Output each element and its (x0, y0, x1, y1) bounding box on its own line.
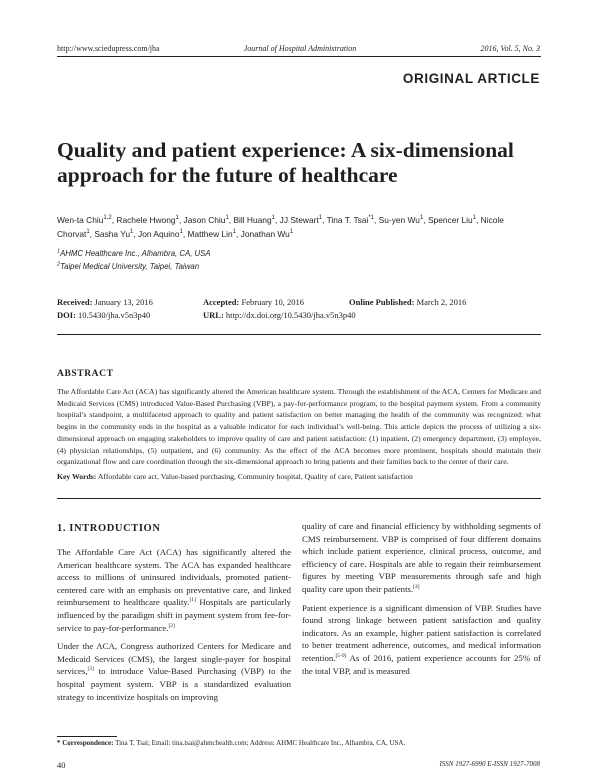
affiliation-1: $^1$AHMC Healthcare Inc., Alhambra, CA, USA (57, 248, 211, 258)
right-column (302, 520, 541, 683)
author: Nicole Chorvat$^1$ (57, 215, 504, 239)
journal-url[interactable]: http://www.sciedupress.com/jha (57, 44, 160, 53)
author: Jonathan Wu$^1$ (240, 229, 294, 239)
author: JJ Stewart$^1$ (279, 215, 323, 225)
article-title: Quality and patient experience: A six-dimensional approach for the future of healthcare (57, 138, 514, 187)
article-url[interactable]: URL: http://dx.doi.org/10.5430/jha.v5n3p40 (203, 310, 356, 320)
intro-paragraph-4: Patient experience is a significant dimension of VBP. Studies have found strong linkage between patient satisfaction and quality indicators. As an example, higher patient satisfaction is correlated to better treatment adherence, outcomes, and medical information retention.[5-9] As of 2016, patient experience accounts for 25% of the total VBP, and is measured (302, 602, 541, 676)
author: Spencer Liu$^1$ (427, 215, 476, 225)
footnote-rule (57, 736, 117, 737)
intro-paragraph-1: The Affordable Care Act (ACA) has significantly altered the American healthcare system. The ACA has expanded healthcare access to millions of uninsured individuals, promoted patient-centered care with an emphasis on preventative care, and linked reimbursement to healthcare quality.[1] Hospitals are particularly influenced by the paradigm shift in payment system from fee-for-service to pay-for-performance.[2] (57, 547, 291, 633)
published-date: Online Published: March 2, 2016 (349, 297, 467, 307)
issn: ISSN 1927-6990 E-ISSN 1927-7008 (439, 760, 540, 768)
author: Rachele Hwong$^1$ (116, 215, 179, 225)
author: Matthew Lin$^1$ (187, 229, 236, 239)
correspondence-footnote: * Correspondence: Tina T. Tsai; Email: tina.tsai@ahmchealth.com; Address: AHMC Healthcare Inc., Alhambra, CA, USA. (57, 739, 406, 747)
keywords-rule (57, 498, 541, 499)
abstract-text: The Affordable Care Act (ACA) has significantly altered the American healthcare system. Through the establishment of the ACA, Centers for Medicare and Medicaid Services (CMS) introduced Value-Based Purchasing (VBP), a pay-for-performance program, to the hospital payment system. From a community hospital’s standpoint, a multifaceted approach to quality and patient satisfaction on better managing the health of the community was recognized: what begins in the community ends in the hospital as a valuable indicator for each individual’s well-being. This article depicts the process of utilizing a six-dimensional approach on engaging stakeholders to improve quality of care and patient satisfaction: (1) inpatient, (2) emergency department, (3) employee, (4) physician relationships, (5) outpatient, and (6) community. As the effect of the ACA becomes more prominent, hospitals should maintain their organizational flow and care coordination through the six-dimensional approach to bring patients and their families back to the center of their care. (57, 387, 541, 467)
author: Tina T. Tsai$^{*1}$ (326, 215, 375, 225)
journal-name: Journal of Hospital Administration (243, 44, 357, 53)
intro-paragraph-3: quality of care and financial efficiency by withholding segments of CMS reimbursement. VBP is comprised of four different domains which include patient experience, clinical process, outcome, and efficiency of care. Hospitals are able to regain their reimbursement figures by meeting VBP measurements through safe and high quality care upon their patients.[4] (302, 521, 541, 594)
author: Jason Chiu$^1$ (183, 215, 229, 225)
author: Sasha Yu$^1$ (94, 229, 134, 239)
left-column (57, 546, 291, 709)
section-heading: 1. INTRODUCTION (57, 523, 161, 534)
received-date: Received: January 13, 2016 (57, 297, 153, 307)
dates-rule (57, 334, 541, 335)
author: Wen-ta Chiu$^{1,2}$ (57, 215, 112, 225)
keywords: Key Words: Affordable care act, Value-based purchasing, Community hospital, Quality of care, Patient satisfaction (57, 472, 413, 481)
issue-info: 2016, Vol. 5, No. 3 (480, 44, 540, 53)
author: Bill Huang$^1$ (233, 215, 275, 225)
article-type: ORIGINAL ARTICLE (402, 71, 540, 86)
author: Jon Aquino$^1$ (138, 229, 183, 239)
intro-paragraph-2: Under the ACA, Congress authorized Centers for Medicare and Medicaid Services (CMS), the largest single-payer for hospital services,[3] to introduce Value-Based Purchasing (VBP) to the hospital payment system. VBP is a standardized evaluation strategy to incentivize hospitals on improving (57, 641, 291, 702)
author-list: Wen-ta Chiu$^{1,2}$, Rachele Hwong$^1$, Jason Chiu$^1$, Bill Huang$^1$, JJ Stewart$^1$, Tina T. Tsai$^{*1}$, Su-yen Wu$^1$, Spencer Liu$^1$, Nicole Chorvat$^1$, Sasha Yu$^1$, Jon Aquino$^1$, Matthew Lin$^1$, Jonathan Wu$^1$ (57, 215, 504, 239)
author: Su-yen Wu$^1$ (378, 215, 424, 225)
page-number: 40 (57, 760, 66, 770)
abstract-heading: ABSTRACT (57, 369, 114, 379)
doi: DOI: 10.5430/jha.v5n3p40 (57, 310, 151, 320)
header-rule (57, 56, 541, 57)
accepted-date: Accepted: February 10, 2016 (203, 297, 305, 307)
affiliation-2: $^2$Taipei Medical University, Taipei, Taiwan (57, 261, 200, 271)
